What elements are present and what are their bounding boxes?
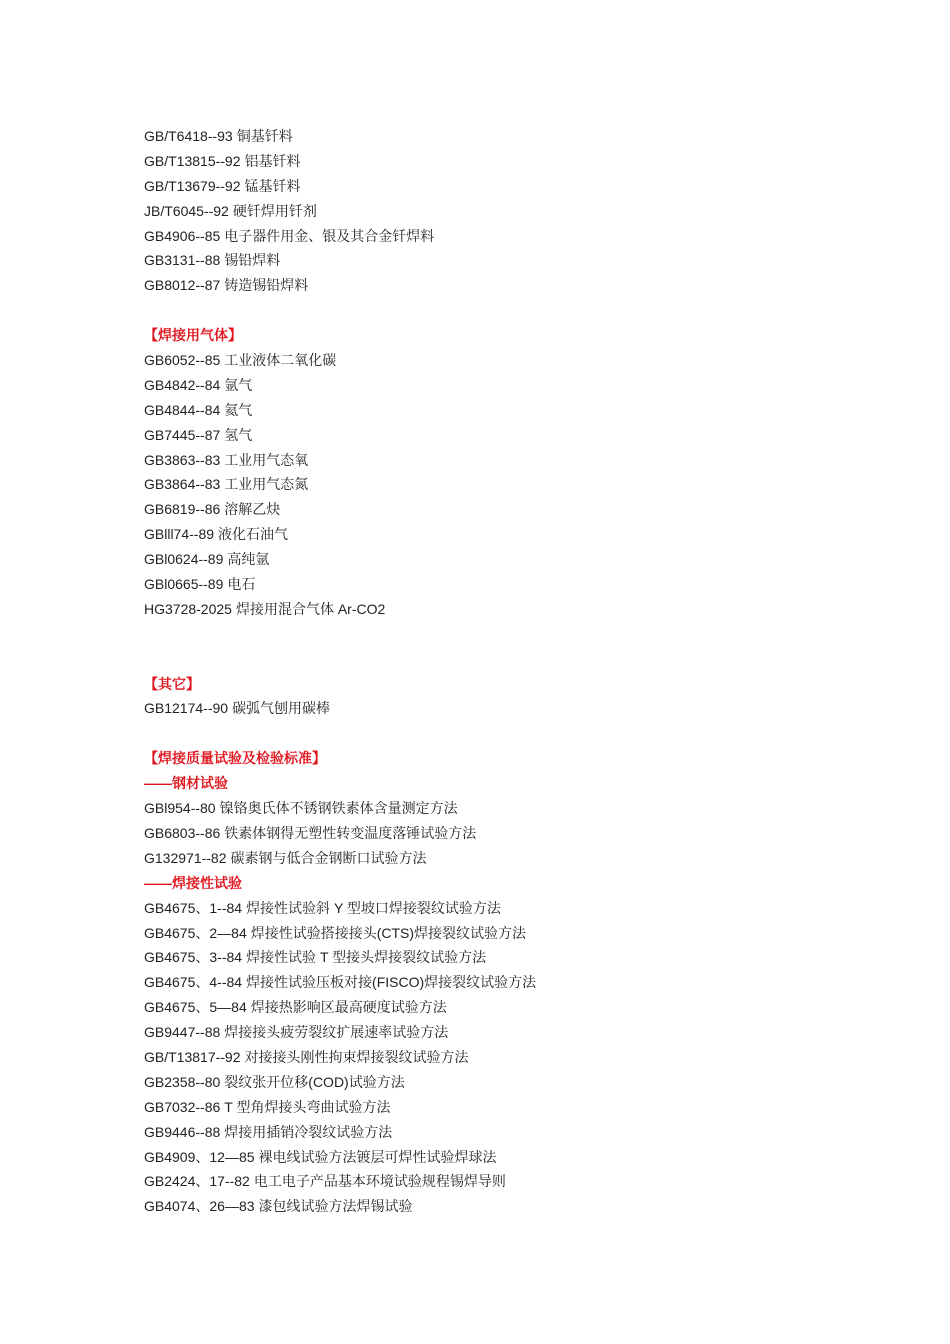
list-item [144, 124, 904, 149]
list-item [144, 497, 904, 522]
spacer [144, 647, 904, 672]
standard-title: 高纯氩 [227, 551, 270, 568]
standard-code: GBl0624--89 [144, 551, 224, 568]
list-item [144, 373, 904, 398]
standard-code: JB/T6045--92 [144, 202, 229, 219]
quality-section [144, 746, 904, 1219]
list-item [144, 1169, 904, 1194]
list-item [144, 224, 904, 249]
standard-code: GB3864--83 [144, 476, 221, 493]
standard-code: G132971--82 [144, 849, 227, 866]
standard-code: GB2424、17--82 [144, 1173, 250, 1190]
standard-code: GB7032--86 [144, 1098, 221, 1115]
section-heading: 【其它】 [144, 675, 200, 692]
other-section [144, 672, 904, 722]
list-item [144, 448, 904, 473]
subsection-heading: ——焊接性试验 [144, 874, 242, 891]
standard-code: GB9446--88 [144, 1123, 221, 1140]
list-item [144, 921, 904, 946]
standard-code: GB/T13679--92 [144, 177, 241, 194]
subsection-heading: ——钢材试验 [144, 775, 228, 792]
standard-code: GB/T13817--92 [144, 1048, 241, 1065]
standard-code: GB4909、12—85 [144, 1148, 255, 1165]
standard-title: 工业液体二氧化碳 [224, 352, 337, 369]
list-item [144, 472, 904, 497]
standard-title: 碳素钢与低合金钢断口试验方法 [230, 849, 427, 866]
list-item [144, 846, 904, 871]
standard-title: 氢气 [224, 426, 253, 443]
standard-title: 硬钎焊用钎剂 [232, 202, 317, 219]
standard-code: GB7445--87 [144, 426, 221, 443]
standard-code: GB8012--87 [144, 277, 221, 294]
standard-code: GB4842--84 [144, 376, 221, 393]
standard-title: 镍铬奥氏体不锈钢铁素体含量测定方法 [219, 800, 458, 817]
standard-code: GB/T6418--93 [144, 128, 233, 144]
list-item [144, 796, 904, 821]
list-item [144, 522, 904, 547]
standard-code: GB4675、5—84 [144, 999, 247, 1016]
standard-title: 裸电线试验方法镀层可焊性试验焊球法 [258, 1148, 497, 1165]
standard-title: 液化石油气 [218, 526, 289, 543]
standard-title: 焊接用混合气体 Ar-CO2 [235, 600, 386, 617]
list-item [144, 1194, 904, 1219]
standard-code: GB2358--80 [144, 1073, 221, 1090]
standard-title: 对接接头刚性拘束焊接裂纹试验方法 [244, 1048, 469, 1065]
list-item [144, 398, 904, 423]
standard-title: 氦气 [224, 401, 253, 418]
section-heading: 【焊接质量试验及检验标准】 [144, 750, 326, 767]
standard-title: 工业用气态氮 [224, 476, 309, 493]
standard-code: GB3863--83 [144, 451, 221, 468]
standard-title: 铁素体钢得无塑性转变温度落锤试验方法 [224, 824, 477, 841]
standard-title: 电子器件用金、银及其合金钎焊料 [224, 227, 435, 244]
standard-title: 焊接性试验 T 型接头焊接裂纹试验方法 [246, 949, 487, 966]
list-item [144, 970, 904, 995]
standard-title: 铜基钎料 [236, 128, 293, 144]
standard-title: 焊接性试验压板对接(FISCO)焊接裂纹试验方法 [246, 974, 537, 991]
list-item [144, 248, 904, 273]
standard-code: GB9447--88 [144, 1024, 221, 1041]
standard-code: GBl0665--89 [144, 576, 224, 593]
standard-title: 电工电子产品基本环境试验规程锡焊导则 [253, 1173, 506, 1190]
document-page [144, 124, 904, 1219]
standard-title: 锡铅焊料 [224, 252, 281, 269]
standard-code: GB6803--86 [144, 824, 221, 841]
list-item [144, 174, 904, 199]
list-item [144, 1070, 904, 1095]
standard-code: GB4844--84 [144, 401, 221, 418]
spacer [144, 622, 904, 647]
standard-title: 裂纹张开位移(COD)试验方法 [224, 1073, 405, 1090]
list-item [144, 199, 904, 224]
standard-title: 铸造锡铅焊料 [224, 277, 309, 294]
brazing-list [144, 124, 904, 298]
list-item [144, 945, 904, 970]
standard-title: T 型角焊接头弯曲试验方法 [224, 1098, 391, 1115]
list-item [144, 821, 904, 846]
list-item [144, 149, 904, 174]
list-item [144, 273, 904, 298]
standard-title: 焊接接头疲劳裂纹扩展速率试验方法 [224, 1024, 449, 1041]
standard-title: 焊接热影响区最高硬度试验方法 [250, 999, 447, 1016]
list-item [144, 348, 904, 373]
spacer [144, 298, 904, 323]
standard-title: 碳弧气刨用碳棒 [232, 700, 331, 717]
standard-title: 铝基钎料 [244, 152, 301, 169]
standard-code: GB4675、1--84 [144, 899, 243, 916]
standard-title: 工业用气态氧 [224, 451, 309, 468]
list-item [144, 597, 904, 622]
gases-section [144, 323, 904, 622]
standard-title: 溶解乙炔 [224, 501, 281, 518]
standard-title: 电石 [227, 576, 256, 593]
list-item [144, 696, 904, 721]
standard-code: GB/T13815--92 [144, 152, 241, 169]
list-item [144, 995, 904, 1020]
standard-code: GBlll74--89 [144, 526, 215, 543]
standard-code: GB4675、2—84 [144, 924, 247, 941]
standard-title: 焊接用插销冷裂纹试验方法 [224, 1123, 393, 1140]
standard-code: GB4074、26—83 [144, 1198, 255, 1215]
list-item [144, 1095, 904, 1120]
list-item [144, 896, 904, 921]
standard-code: GB4675、3--84 [144, 949, 243, 966]
standard-title: 焊接性试验搭接接头(CTS)焊接裂纹试验方法 [250, 924, 527, 941]
standard-title: 焊接性试验斜 Y 型坡口焊接裂纹试验方法 [246, 899, 501, 916]
standard-code: GB4906--85 [144, 227, 221, 244]
standard-code: GB3131--88 [144, 252, 221, 269]
list-item [144, 423, 904, 448]
list-item [144, 1120, 904, 1145]
standard-code: GB4675、4--84 [144, 974, 243, 991]
list-item [144, 547, 904, 572]
list-item [144, 1045, 904, 1070]
list-item [144, 1145, 904, 1170]
standard-code: GB6052--85 [144, 352, 221, 369]
section-heading: 【焊接用气体】 [144, 327, 242, 344]
standard-title: 氩气 [224, 376, 253, 393]
list-item [144, 1020, 904, 1045]
standard-code: GB12174--90 [144, 700, 229, 717]
standard-code: HG3728-2025 [144, 600, 232, 617]
standard-title: 漆包线试验方法焊锡试验 [258, 1198, 413, 1215]
standard-code: GBl954--80 [144, 800, 216, 817]
spacer [144, 721, 904, 746]
list-item [144, 572, 904, 597]
standard-code: GB6819--86 [144, 501, 221, 518]
standard-title: 锰基钎料 [244, 177, 301, 194]
